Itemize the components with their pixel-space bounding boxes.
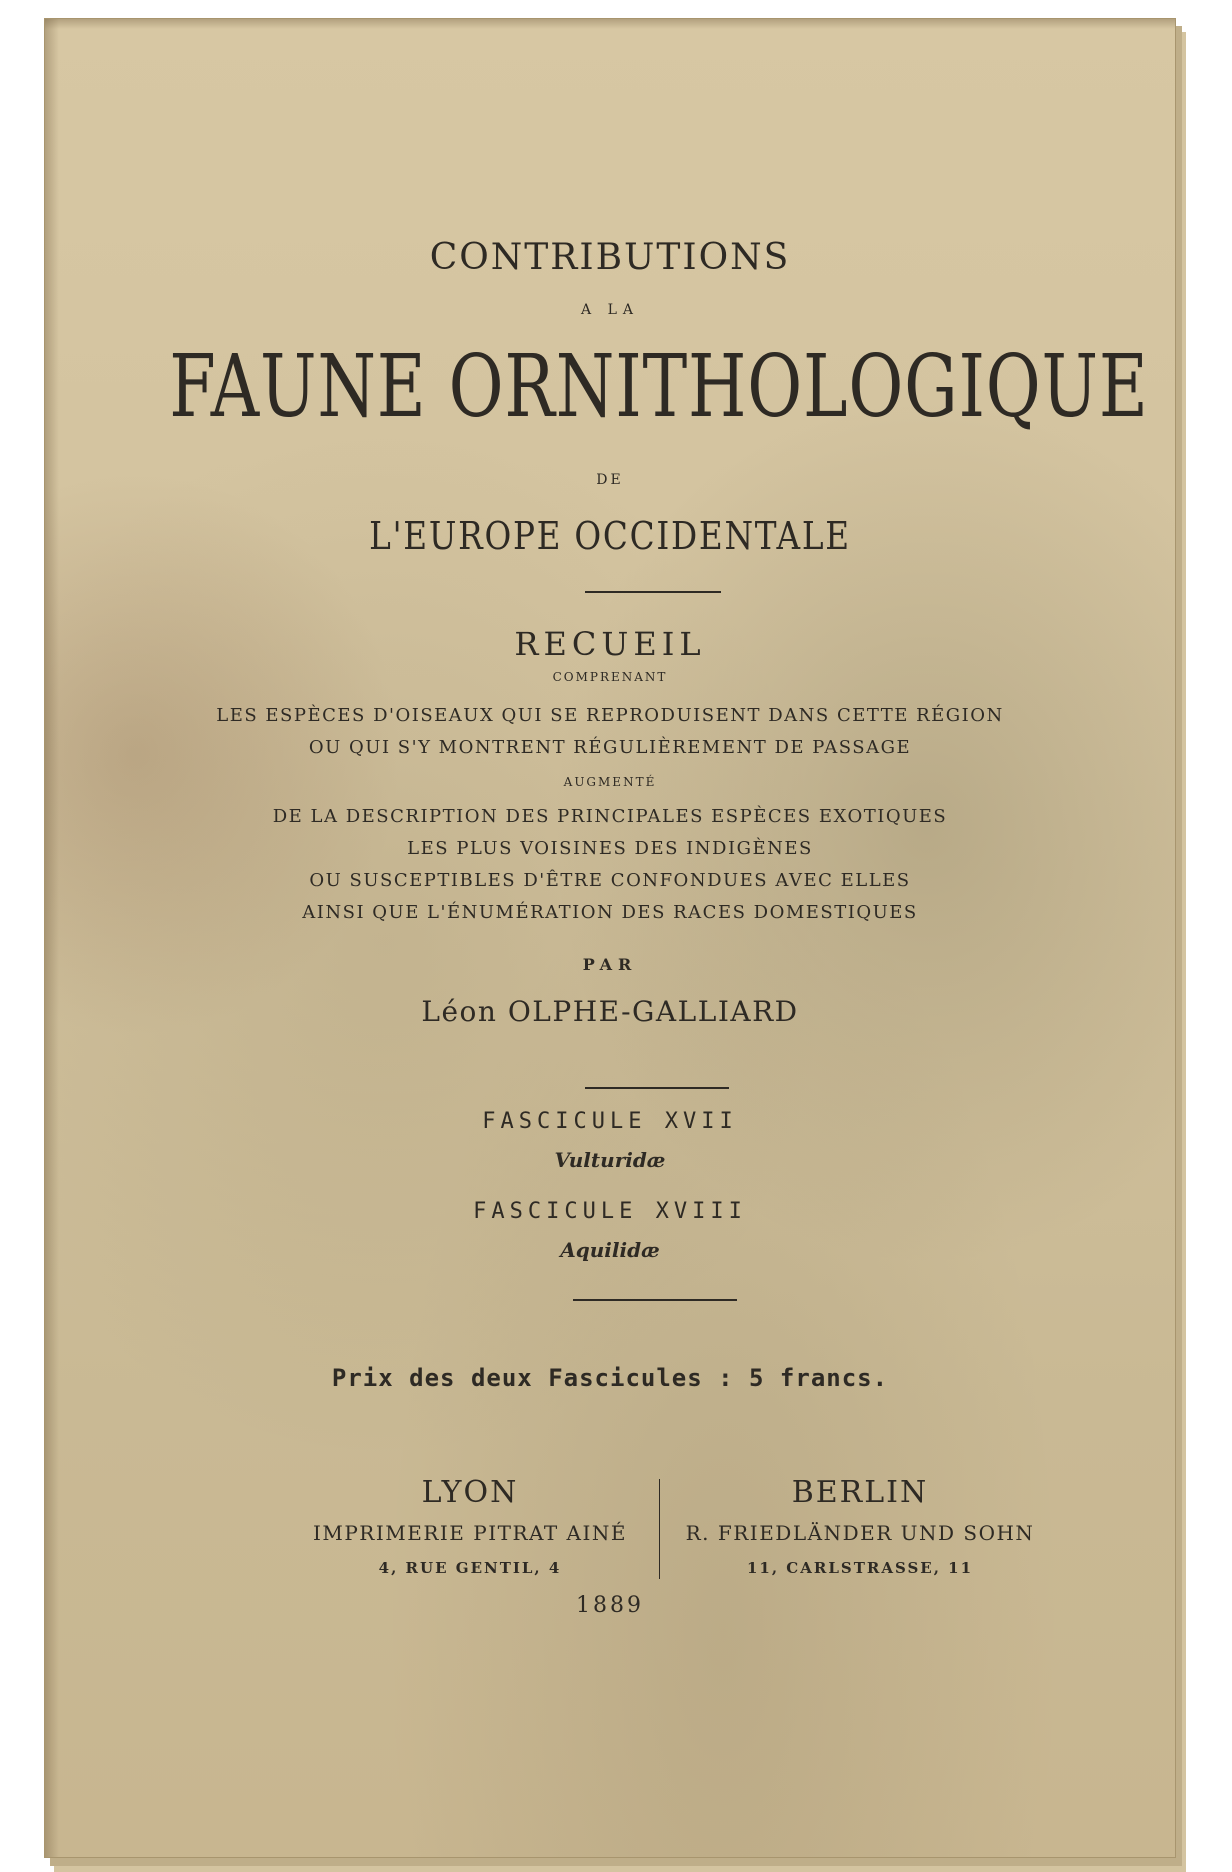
recueil-heading: RECUEIL: [514, 625, 706, 663]
description-line-3: DE LA DESCRIPTION DES PRINCIPALES ESPÈCES EXOTIQUES: [272, 806, 948, 827]
cover-left-edge-wear: [45, 19, 59, 1857]
publisher-left-address: 4, RUE GENTIL, 4: [378, 1559, 562, 1577]
heading-contributions: CONTRIBUTIONS: [429, 237, 791, 278]
book-cover: [44, 18, 1176, 1858]
cover-top-edge-wear: [45, 19, 1175, 29]
fascicule-1-title: FASCICULE XVII: [482, 1109, 738, 1134]
comprenant-label: COMPRENANT: [552, 670, 668, 684]
publisher-right-address: 11, CARLSTRASSE, 11: [746, 1559, 974, 1577]
fascicule-2-family: Aquilidæ: [560, 1238, 660, 1262]
par-label: PAR: [582, 955, 638, 974]
augmente-label: AUGMENTÉ: [563, 775, 657, 789]
title-region: L'EUROPE OCCIDENTALE: [369, 514, 851, 558]
description-line-4: LES PLUS VOISINES DES INDIGÈNES: [407, 838, 813, 859]
publication-year: 1889: [576, 1593, 644, 1618]
description-line-1: LES ESPÈCES D'OISEAUX QUI SE REPRODUISENT DANS CETTE RÉGION: [216, 705, 1004, 726]
description-line-2: OU QUI S'Y MONTRENT RÉGULIÈREMENT DE PASSAGE: [308, 737, 912, 758]
divider-rule-bottom: [573, 1299, 737, 1301]
author-name: Léon OLPHE-GALLIARD: [421, 995, 799, 1028]
publisher-left-printer: IMPRIMERIE PITRAT AINÉ: [312, 1521, 628, 1545]
publisher-left-city: LYON: [421, 1475, 519, 1510]
publisher-right-printer: R. FRIEDLÄNDER UND SOHN: [685, 1521, 1035, 1545]
publisher-right-city: BERLIN: [791, 1475, 929, 1510]
divider-rule-middle: [585, 1087, 729, 1089]
title-main: FAUNE ORNITHOLOGIQUE: [169, 337, 1149, 437]
heading-a-la: A LA: [581, 302, 639, 318]
fascicule-2-title: FASCICULE XVIII: [473, 1199, 747, 1224]
description-line-6: AINSI QUE L'ÉNUMÉRATION DES RACES DOMESTIQUES: [302, 902, 918, 923]
title-de: DE: [596, 472, 624, 488]
fascicule-1-family: Vulturidæ: [554, 1148, 666, 1172]
description-line-5: OU SUSCEPTIBLES D'ÊTRE CONFONDUES AVEC ELLES: [309, 870, 911, 891]
price-line: Prix des deux Fascicules : 5 francs.: [331, 1364, 889, 1392]
divider-rule-top: [585, 591, 721, 593]
